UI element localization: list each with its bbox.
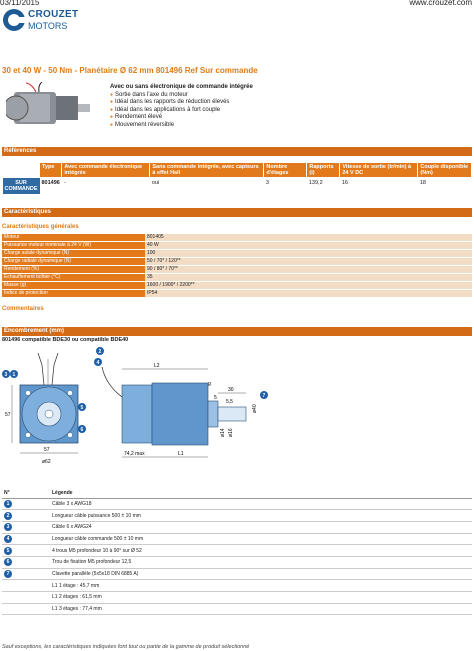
site-url[interactable]: www.crouzet.com xyxy=(409,0,472,7)
table-row xyxy=(2,290,472,298)
spec-value: 35 xyxy=(145,274,472,282)
legend-number-badge: 3 xyxy=(4,523,12,531)
legend-text: Clavette parallèle (5x5x18 DIN 6885 A) xyxy=(50,568,472,580)
crouzet-logo xyxy=(2,8,79,34)
ref-col-ratio: Rapports (i) xyxy=(307,163,340,178)
ref-cell-type[interactable]: 801496 xyxy=(41,180,60,186)
table-row xyxy=(3,178,472,195)
characteristics-subtitle: Caractéristiques générales xyxy=(2,224,79,230)
table-row xyxy=(2,592,472,604)
dim-phi14: ø14 xyxy=(220,428,226,437)
svg-text:5: 5 xyxy=(80,405,84,411)
ref-col-hall: Sans commande intégrée, avec capteurs à effet Hall xyxy=(150,163,264,178)
table-row xyxy=(2,234,472,242)
table-row xyxy=(2,568,472,580)
table-row xyxy=(2,242,472,250)
dim-phi62: ø62 xyxy=(42,459,51,465)
table-row xyxy=(2,533,472,545)
spec-key: Charge axiale dynamique (N) xyxy=(2,250,145,258)
table-row xyxy=(2,545,472,557)
references-table xyxy=(2,162,472,194)
comments-title: Commentaires xyxy=(2,306,44,312)
table-row xyxy=(2,498,472,510)
table-row xyxy=(2,274,472,282)
legend-number-badge: 1 xyxy=(4,500,12,508)
side-view-shaft xyxy=(218,407,246,421)
table-row xyxy=(2,510,472,522)
dim-phi16: ø16 xyxy=(228,428,234,437)
ref-col-torque: Couple disponible (Nm) xyxy=(418,163,472,178)
table-row xyxy=(2,266,472,274)
legend-number-badge: 7 xyxy=(4,570,12,578)
feature-item: ● Mouvement réversible xyxy=(110,122,253,130)
characteristics-section-bar: Caractéristiques xyxy=(2,208,472,217)
dim-l2: L2 xyxy=(154,363,160,369)
table-row xyxy=(2,603,472,615)
dimension-drawing xyxy=(2,345,276,477)
spec-value: IP54 xyxy=(145,290,472,298)
svg-text:6: 6 xyxy=(80,427,84,433)
legend-text: L1 3 étages : 77,4 mm xyxy=(50,603,472,615)
ref-corner-cell xyxy=(3,163,40,178)
legend-text: Longueur câble puissance 500 ± 10 mm xyxy=(50,510,472,522)
logo-sub: MOTORS xyxy=(28,21,68,31)
spec-key: Indice de protection xyxy=(2,290,145,298)
characteristics-table xyxy=(2,234,472,298)
feature-list xyxy=(110,84,253,130)
legend-col-number: N° xyxy=(2,488,50,498)
dim-5: 5 xyxy=(214,395,217,401)
ref-col-speed: Vitesse de sortie (tr/min) à 24 V DC xyxy=(340,163,418,178)
callout-5 xyxy=(78,403,86,411)
spec-value: 40 W xyxy=(145,242,472,250)
dimensions-section-bar: Encombrement (mm) xyxy=(2,327,472,336)
feature-item: ● Idéal dans les rapports de réduction élevés xyxy=(110,99,253,107)
ref-row-label: SUR COMMANDE xyxy=(3,178,40,195)
page-header xyxy=(0,0,474,8)
legend-number-badge: 4 xyxy=(4,535,12,543)
ref-cell-torque: 18 xyxy=(419,180,426,186)
spec-value: 801405 xyxy=(145,234,472,242)
spec-key: Moteur xyxy=(2,234,145,242)
feature-title: Avec ou sans électronique de commande intégrée xyxy=(110,84,253,90)
svg-text:4: 4 xyxy=(96,360,100,366)
print-date: 03/11/2015 xyxy=(0,0,40,7)
feature-item: ● Sortie dans l'axe du moteur xyxy=(110,92,253,100)
product-title: 30 et 40 W - 50 Nm - Planétaire Ø 62 mm 801496 Ref Sur commande xyxy=(2,66,258,75)
legend-text: Longueur câble commande 500 ± 10 mm xyxy=(50,533,472,545)
side-view-gearbox xyxy=(152,383,208,445)
spec-key: Charge radiale dynamique (N) xyxy=(2,258,145,266)
ref-col-electronic: Avec commande électronique intégrée xyxy=(62,163,150,178)
spec-value: 50 / 70* / 120** xyxy=(145,258,472,266)
svg-text:3: 3 xyxy=(4,372,8,378)
svg-text:7: 7 xyxy=(262,393,266,399)
dim-30: 30 xyxy=(228,387,234,393)
spec-value: 1600 / 1900* / 2200** xyxy=(145,282,472,290)
table-row xyxy=(2,580,472,592)
spec-value: 90 / 80* / 70** xyxy=(145,266,472,274)
references-section-bar: Références xyxy=(2,147,472,156)
callout-3 xyxy=(2,370,10,378)
dim-phi40: ø40 xyxy=(252,404,258,413)
callout-6 xyxy=(78,425,86,433)
legend-table xyxy=(2,488,472,615)
callout-7 xyxy=(260,391,268,399)
ref-cell-stages: 3 xyxy=(265,180,269,186)
legend-text: L1 2 étages : 61,5 mm xyxy=(50,592,472,604)
legend-number-badge: 6 xyxy=(4,558,12,566)
spec-key: Échauffement boîtier (°C) xyxy=(2,274,145,282)
dim-74-2: 74,2 max xyxy=(124,451,145,457)
side-view-motor xyxy=(122,385,152,443)
svg-text:1: 1 xyxy=(12,372,16,378)
logo-brand: CROUZET xyxy=(28,9,79,20)
dim-57-vertical: 57 xyxy=(5,412,11,418)
ref-col-type: Type xyxy=(40,163,62,178)
legend-text: Trou de fixation M5 profondeur 12,5 xyxy=(50,556,472,568)
dimensions-subtitle: 801496 compatible BDE30 ou compatible BDE40 xyxy=(2,337,129,343)
legend-number-badge: 5 xyxy=(4,547,12,555)
ref-cell-electronic: - xyxy=(63,180,66,186)
cable-control xyxy=(52,353,58,385)
legend-text: Câble 3 x AWG18 xyxy=(50,498,472,510)
legend-text: L1 1 étage : 45,7 mm xyxy=(50,580,472,592)
legend-number-badge: 2 xyxy=(4,512,12,520)
dim-l1: L1 xyxy=(178,451,184,457)
footer-disclaimer: Sauf exceptions, les caractéristiques indiquées font tout ou partie de la gamme de produit sélectionné xyxy=(2,644,250,650)
callout-4 xyxy=(94,358,102,366)
spec-key: Masse (g) xyxy=(2,282,145,290)
svg-text:2: 2 xyxy=(98,349,102,355)
cable-power xyxy=(38,353,44,385)
table-row xyxy=(2,250,472,258)
dim-g: g xyxy=(208,381,211,387)
dim-5-5: 5,5 xyxy=(226,399,233,405)
ref-cell-hall: oui xyxy=(151,180,160,186)
product-image xyxy=(6,82,94,134)
spec-value: 100 xyxy=(145,250,472,258)
spec-key: Puissance moteur nominale à 24 V (W) xyxy=(2,242,145,250)
legend-text: Câble 6 x AWG24 xyxy=(50,521,472,533)
ref-cell-ratio: 139,2 xyxy=(308,180,323,186)
callout-1 xyxy=(10,370,18,378)
feature-item: ● Rendement élevé xyxy=(110,114,253,122)
legend-col-label: Légende xyxy=(50,488,472,498)
dim-57-horizontal: 57 xyxy=(44,447,50,453)
callout-2 xyxy=(96,347,104,355)
legend-text: 4 trous M5 profondeur 10 à 90° sur Ø 52 xyxy=(50,545,472,557)
feature-item: ● Idéal dans les applications à fort couple xyxy=(110,107,253,115)
spec-key: Rendement (%) xyxy=(2,266,145,274)
table-row xyxy=(2,282,472,290)
ref-col-stages: Nombre d'étages xyxy=(264,163,307,178)
table-row xyxy=(2,258,472,266)
table-row xyxy=(2,521,472,533)
table-row xyxy=(2,556,472,568)
crouzet-logo-mark-icon xyxy=(2,8,26,32)
ref-cell-speed: 16 xyxy=(341,180,348,186)
